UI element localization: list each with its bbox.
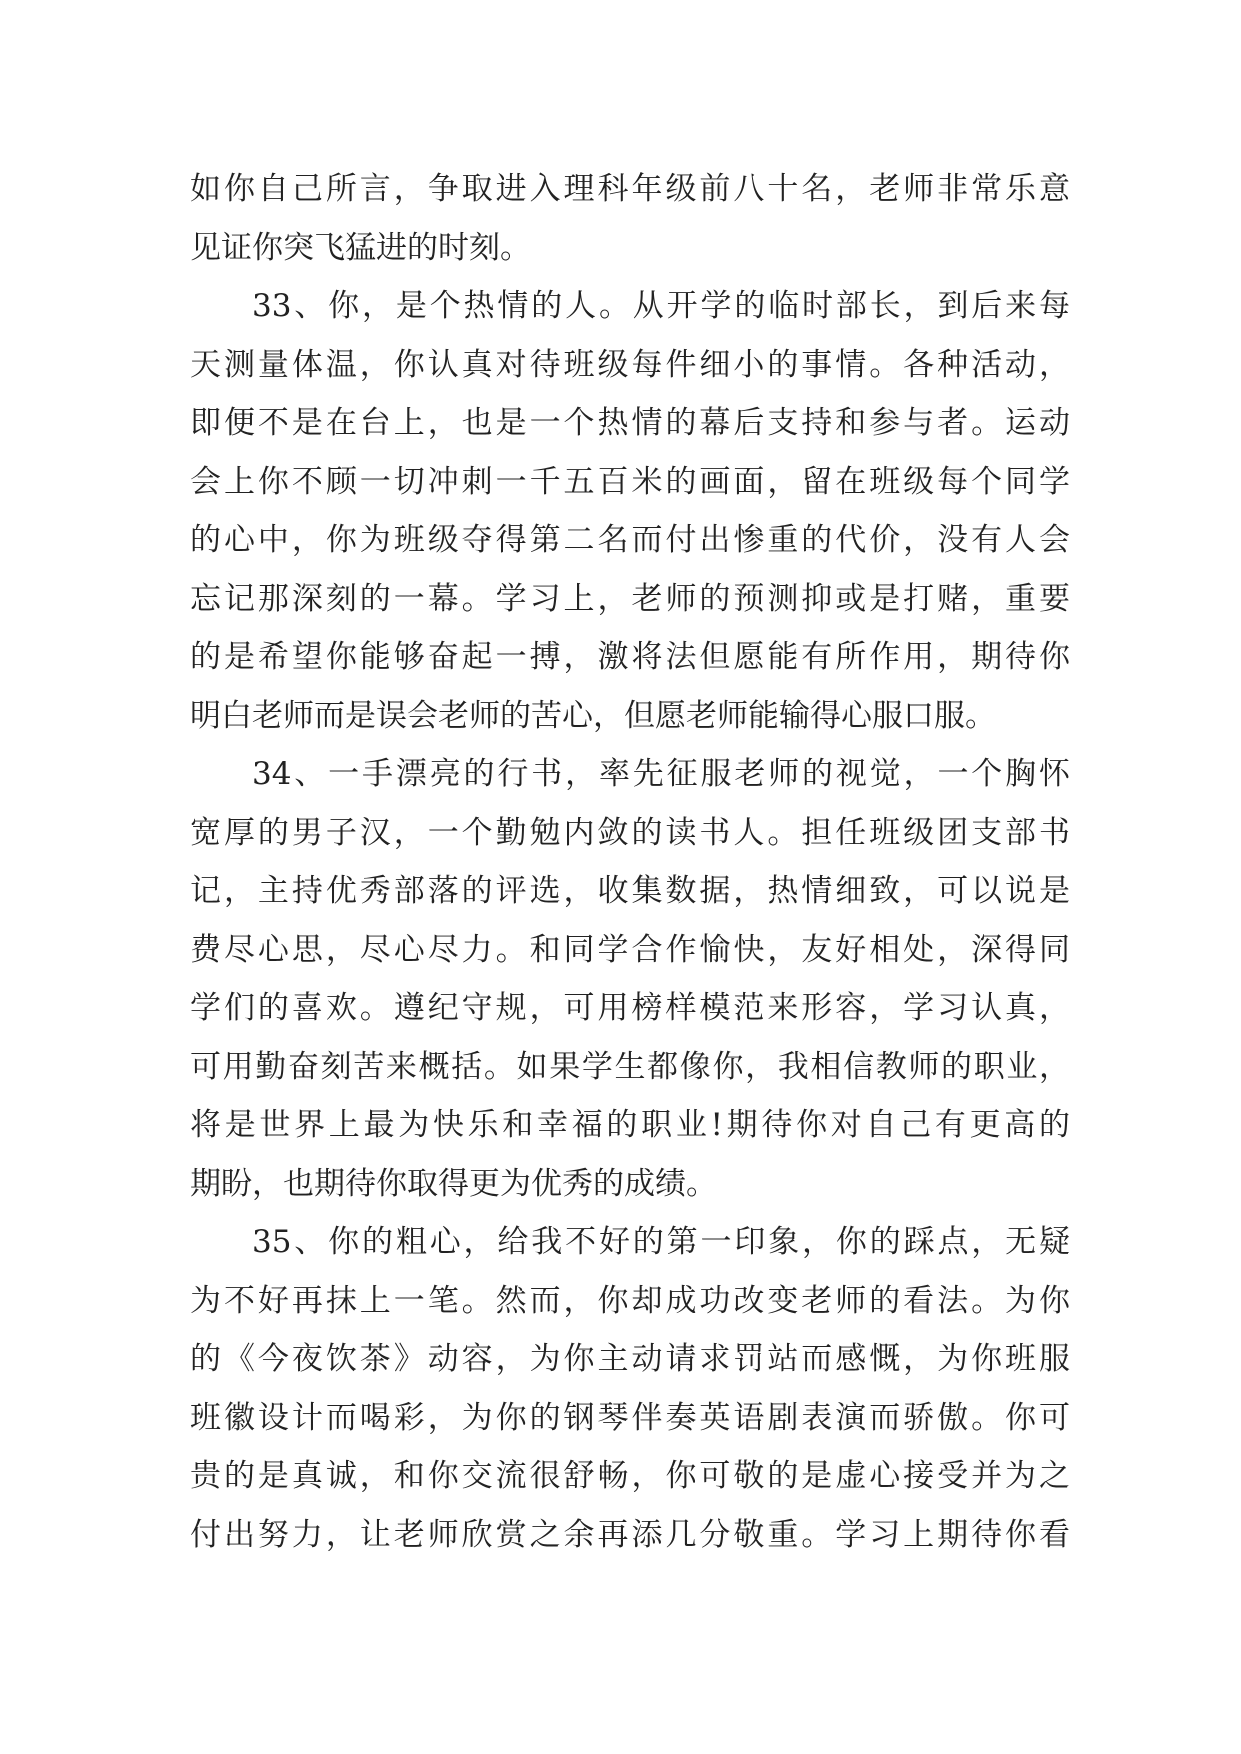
- text-line: 即便不是在台上，也是一个热情的幕后支持和参与者。运动: [190, 405, 1070, 441]
- text-line: 见证你突飞猛进的时刻。: [190, 229, 531, 266]
- text-line: 的《今夜饮茶》动容，为你主动请求罚站而感慨，为你班服: [190, 1341, 1070, 1377]
- text-line: 宽厚的男子汉，一个勤勉内敛的读书人。担任班级团支部书: [190, 814, 1070, 851]
- paragraph-34: [190, 745, 1070, 1213]
- text-line: 费尽心思，尽心尽力。和同学合作愉快，友好相处，深得同: [190, 931, 1070, 968]
- text-line: 付出努力，让老师欣赏之余再添几分敬重。学习上期待你看: [190, 1516, 1070, 1553]
- text-line: 班徽设计而喝彩，为你的钢琴伴奏英语剧表演而骄傲。你可: [190, 1399, 1070, 1436]
- text-line: 会上你不顾一切冲刺一千五百米的画面，留在班级每个同学: [190, 463, 1070, 500]
- text-line: 35、你的粗心，给我不好的第一印象，你的踩点，无疑: [252, 1224, 1070, 1260]
- text-line: 天测量体温，你认真对待班级每件细小的事情。各种活动，: [190, 346, 1070, 383]
- text-line: 的心中，你为班级夺得第二名而付出惨重的代价，没有人会: [190, 522, 1070, 558]
- text-line: 明白老师而是误会老师的苦心，但愿老师能输得心服口服。: [190, 697, 996, 734]
- text-line: 34、一手漂亮的行书，率先征服老师的视觉，一个胸怀: [252, 756, 1070, 792]
- text-line: 为不好再抹上一笔。然而，你却成功改变老师的看法。为你: [190, 1282, 1070, 1319]
- text-line: 学们的喜欢。遵纪守规，可用榜样模范来形容，学习认真，: [190, 990, 1070, 1026]
- document-body: [190, 160, 1070, 1564]
- text-line: 忘记那深刻的一幕。学习上，老师的预测抑或是打赌，重要: [190, 580, 1070, 617]
- text-line: 如你自己所言，争取进入理科年级前八十名，老师非常乐意: [190, 171, 1070, 207]
- text-line: 记，主持优秀部落的评选，收集数据，热情细致，可以说是: [190, 873, 1070, 909]
- text-line: 33、你，是个热情的人。从开学的临时部长，到后来每: [252, 288, 1070, 324]
- text-line: 的是希望你能够奋起一搏，激将法但愿能有所作用，期待你: [190, 639, 1070, 675]
- text-line: 贵的是真诚，和你交流很舒畅，你可敬的是虚心接受并为之: [190, 1458, 1070, 1494]
- paragraph-continued: [190, 160, 1070, 277]
- text-line: 将是世界上最为快乐和幸福的职业!期待你对自己有更高的: [190, 1107, 1070, 1143]
- paragraph-33: [190, 277, 1070, 745]
- paragraph-35: [190, 1213, 1070, 1564]
- text-line: 可用勤奋刻苦来概括。如果学生都像你，我相信教师的职业，: [190, 1048, 1070, 1085]
- text-line: 期盼，也期待你取得更为优秀的成绩。: [190, 1165, 717, 1202]
